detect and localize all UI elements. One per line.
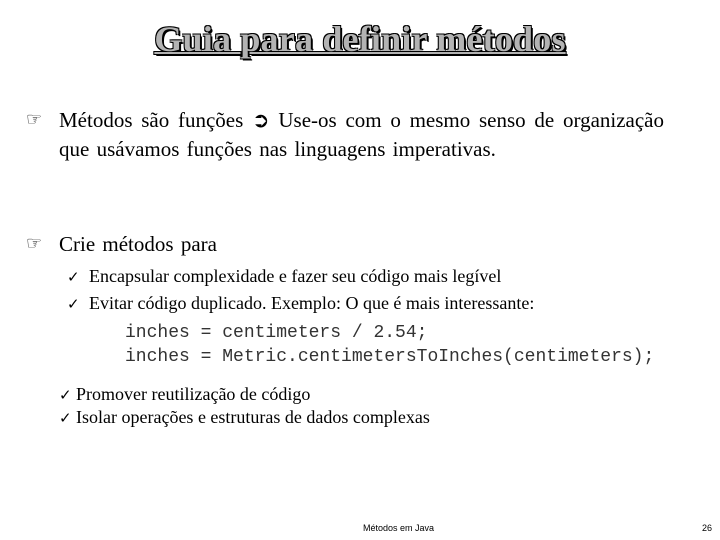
bullet-1-text-before: Métodos são funções <box>59 108 244 132</box>
list-item-text: Encapsular complexidade e fazer seu código mais legível <box>89 266 502 286</box>
list-item <box>59 382 310 407</box>
slide-title: Guia para definir métodos <box>154 19 566 59</box>
pointing-hand-icon: ☞ <box>26 109 43 130</box>
list-item <box>59 405 430 430</box>
checkmark-icon: ✓ <box>67 268 80 286</box>
checkmark-icon: ✓ <box>67 295 80 313</box>
code-line: inches = Metric.centimetersToInches(centimeters); <box>125 347 655 367</box>
bullet-1-text <box>59 106 664 164</box>
checkmark-icon: ✓ <box>59 409 72 427</box>
list-item-text: Evitar código duplicado. Exemplo: O que é mais interessante: <box>89 293 535 313</box>
bullet-2-text: Crie métodos para <box>59 232 217 256</box>
checkmark-icon: ✓ <box>59 386 72 404</box>
page-number: 26 <box>702 523 713 533</box>
list-item-text: Isolar operações e estruturas de dados complexas <box>76 407 430 427</box>
bullet-1-text-after: Use-os com o mesmo senso de organização que usávamos funções nas linguagens imperativas. <box>59 108 665 161</box>
list-item <box>67 291 534 316</box>
footer-title: Métodos em Java <box>363 523 435 533</box>
list-item-text: Promover reutilização de código <box>76 384 311 404</box>
pointing-hand-icon: ☞ <box>26 233 43 254</box>
code-line: inches = centimeters / 2.54; <box>125 323 428 343</box>
arrow-icon: ➲ <box>252 108 270 132</box>
list-item <box>67 264 501 289</box>
